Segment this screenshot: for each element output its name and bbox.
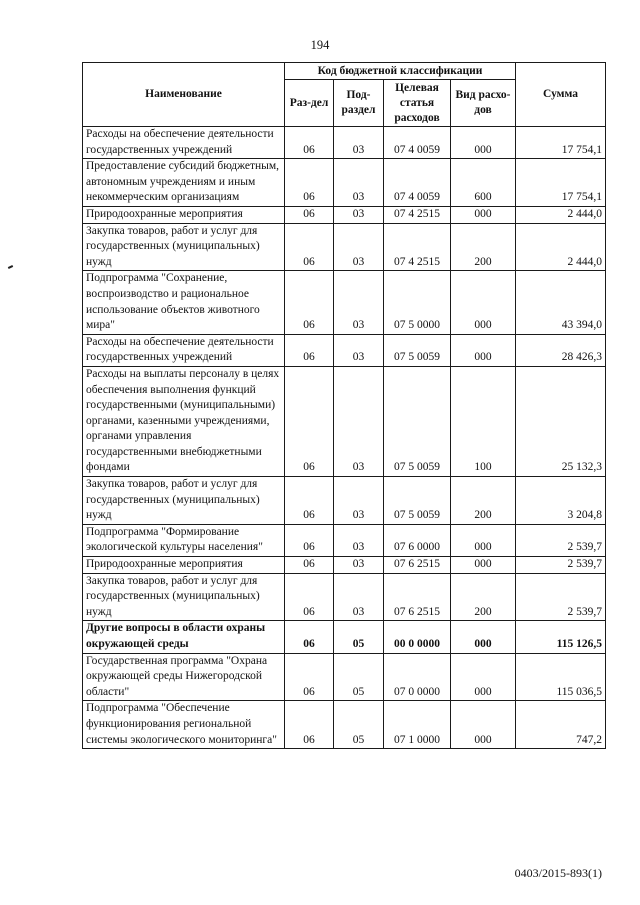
header-section: Раз-дел (285, 80, 334, 127)
cell-section: 06 (285, 127, 334, 159)
cell-target: 07 6 0000 (384, 524, 451, 556)
cell-section: 06 (285, 557, 334, 574)
cell-subsection: 03 (334, 477, 384, 525)
cell-target: 07 6 2515 (384, 557, 451, 574)
cell-subsection: 03 (334, 206, 384, 223)
cell-name: Расходы на обеспечение деятельности государственных учреждений (83, 127, 285, 159)
cell-sum: 2 539,7 (516, 524, 606, 556)
cell-section: 06 (285, 573, 334, 621)
cell-sum: 2 539,7 (516, 557, 606, 574)
cell-section: 06 (285, 271, 334, 334)
cell-name: Закупка товаров, работ и услуг для государственных (муниципальных) нужд (83, 477, 285, 525)
table-row (83, 621, 606, 653)
cell-sum: 43 394,0 (516, 271, 606, 334)
cell-sum: 3 204,8 (516, 477, 606, 525)
header-name: Наименование (83, 63, 285, 127)
cell-section: 06 (285, 621, 334, 653)
cell-name: Подпрограмма "Формирование экологической культуры населения" (83, 524, 285, 556)
table-row (83, 334, 606, 366)
cell-target: 07 4 0059 (384, 127, 451, 159)
cell-type: 000 (451, 621, 516, 653)
cell-name: Другие вопросы в области охраны окружающей среды (83, 621, 285, 653)
document-code: 0403/2015-893(1) (514, 866, 602, 880)
cell-name: Предоставление субсидий бюджетным, автономным учреждениям и иным некоммерческим организациям (83, 159, 285, 207)
cell-subsection: 03 (334, 159, 384, 207)
cell-sum: 747,2 (516, 701, 606, 749)
cell-type: 200 (451, 573, 516, 621)
cell-sum: 2 444,0 (516, 206, 606, 223)
cell-name: Расходы на обеспечение деятельности государственных учреждений (83, 334, 285, 366)
cell-subsection: 03 (334, 366, 384, 476)
cell-type: 000 (451, 127, 516, 159)
cell-section: 06 (285, 223, 334, 271)
cell-subsection: 05 (334, 701, 384, 749)
table-row (83, 127, 606, 159)
cell-name: Подпрограмма "Сохранение, воспроизводство и рациональное использование объектов животного мира" (83, 271, 285, 334)
cell-type: 000 (451, 524, 516, 556)
stray-mark (8, 265, 13, 269)
cell-section: 06 (285, 653, 334, 701)
cell-type: 000 (451, 653, 516, 701)
cell-target: 07 0 0000 (384, 653, 451, 701)
cell-target: 07 4 2515 (384, 223, 451, 271)
table-row (83, 653, 606, 701)
cell-sum: 25 132,3 (516, 366, 606, 476)
cell-type: 000 (451, 206, 516, 223)
cell-subsection: 03 (334, 557, 384, 574)
cell-target: 07 5 0059 (384, 334, 451, 366)
header-subsection: Под-раздел (334, 80, 384, 127)
table-row (83, 159, 606, 207)
table-row (83, 271, 606, 334)
table-row (83, 223, 606, 271)
cell-type: 200 (451, 477, 516, 525)
cell-name: Природоохранные мероприятия (83, 557, 285, 574)
table-row (83, 206, 606, 223)
cell-section: 06 (285, 477, 334, 525)
table-body (83, 127, 606, 749)
cell-name: Закупка товаров, работ и услуг для государственных (муниципальных) нужд (83, 223, 285, 271)
cell-sum: 115 126,5 (516, 621, 606, 653)
table-row (83, 573, 606, 621)
cell-type: 000 (451, 701, 516, 749)
cell-subsection: 03 (334, 573, 384, 621)
table-row (83, 366, 606, 476)
cell-section: 06 (285, 366, 334, 476)
cell-target: 07 4 2515 (384, 206, 451, 223)
cell-type: 100 (451, 366, 516, 476)
cell-sum: 28 426,3 (516, 334, 606, 366)
cell-target: 07 5 0059 (384, 477, 451, 525)
table-row (83, 701, 606, 749)
cell-name: Закупка товаров, работ и услуг для государственных (муниципальных) нужд (83, 573, 285, 621)
cell-name: Расходы на выплаты персоналу в целях обеспечения выполнения функций государственными (муниципальными) органами, казенными учреждениями, органами управления государственными внебюджетными фондами (83, 366, 285, 476)
header-type: Вид расхо-дов (451, 80, 516, 127)
cell-name: Природоохранные мероприятия (83, 206, 285, 223)
cell-type: 000 (451, 334, 516, 366)
cell-type: 000 (451, 271, 516, 334)
cell-subsection: 03 (334, 334, 384, 366)
cell-target: 07 4 0059 (384, 159, 451, 207)
table-row (83, 524, 606, 556)
cell-target: 07 6 2515 (384, 573, 451, 621)
cell-target: 07 5 0000 (384, 271, 451, 334)
header-target: Целевая статья расходов (384, 80, 451, 127)
cell-subsection: 05 (334, 653, 384, 701)
cell-target: 07 1 0000 (384, 701, 451, 749)
table-row (83, 557, 606, 574)
cell-name: Государственная программа "Охрана окружающей среды Нижегородской области" (83, 653, 285, 701)
cell-sum: 2 444,0 (516, 223, 606, 271)
cell-section: 06 (285, 334, 334, 366)
budget-table (82, 62, 606, 749)
cell-section: 06 (285, 159, 334, 207)
table-row (83, 477, 606, 525)
cell-type: 600 (451, 159, 516, 207)
cell-subsection: 05 (334, 621, 384, 653)
cell-name: Подпрограмма "Обеспечение функционирования региональной системы экологического мониторинга" (83, 701, 285, 749)
cell-subsection: 03 (334, 127, 384, 159)
cell-sum: 17 754,1 (516, 159, 606, 207)
cell-section: 06 (285, 206, 334, 223)
cell-subsection: 03 (334, 223, 384, 271)
cell-subsection: 03 (334, 524, 384, 556)
cell-type: 200 (451, 223, 516, 271)
cell-sum: 17 754,1 (516, 127, 606, 159)
page-number: 194 (310, 38, 330, 52)
cell-type: 000 (451, 557, 516, 574)
cell-sum: 2 539,7 (516, 573, 606, 621)
header-classification: Код бюджетной классификации (285, 63, 516, 80)
cell-subsection: 03 (334, 271, 384, 334)
cell-section: 06 (285, 524, 334, 556)
cell-target: 00 0 0000 (384, 621, 451, 653)
cell-target: 07 5 0059 (384, 366, 451, 476)
cell-section: 06 (285, 701, 334, 749)
header-sum: Сумма (516, 63, 606, 127)
cell-sum: 115 036,5 (516, 653, 606, 701)
